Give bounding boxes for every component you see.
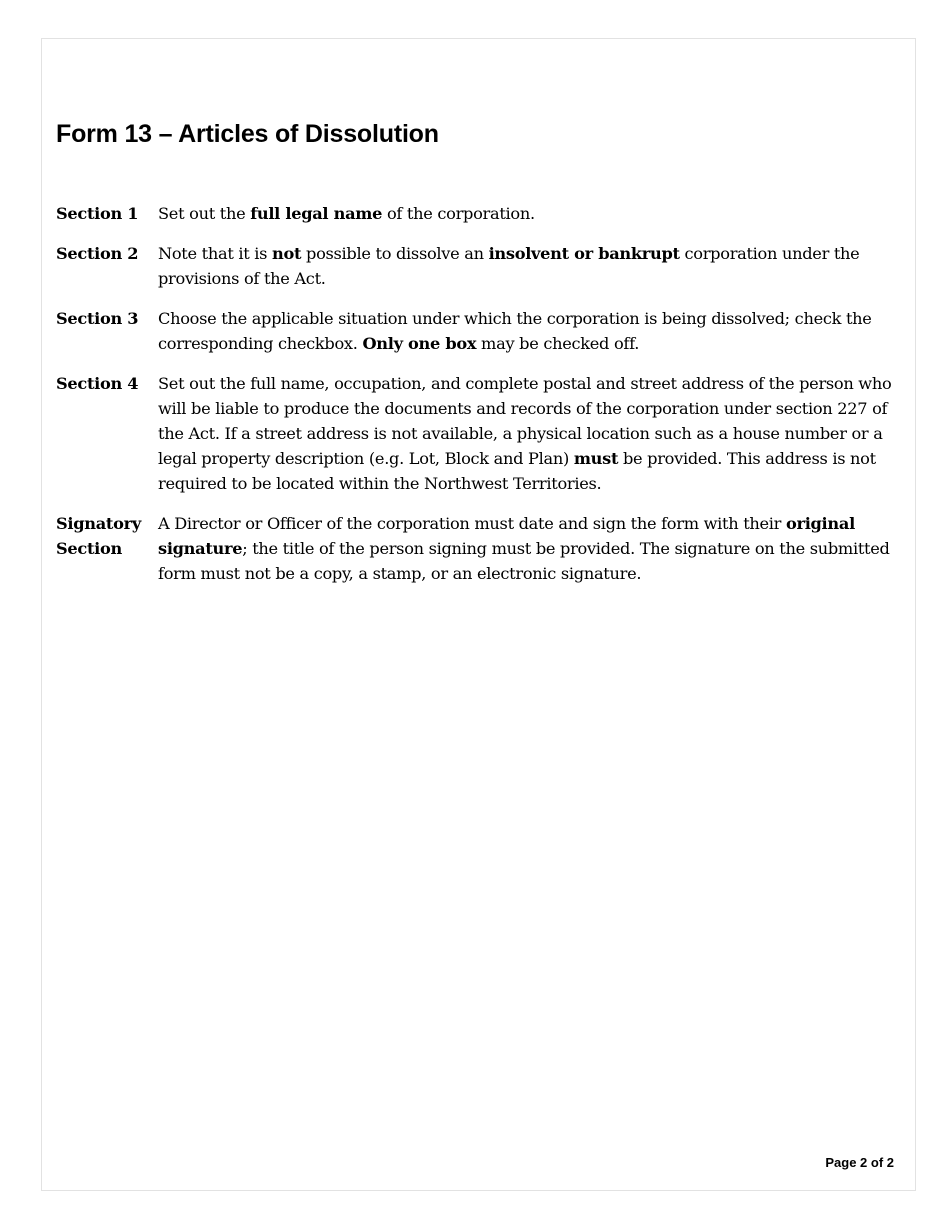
section-row (56, 201, 896, 226)
section-label: Signatory Section (56, 514, 141, 558)
text-run-bold: not (272, 244, 302, 263)
text-run-bold: full legal name (250, 204, 383, 223)
section-row (56, 306, 896, 356)
text-run: A Director or Officer of the corporation must date and sign the form with their (158, 514, 786, 533)
section-text (158, 201, 896, 226)
text-run: corporation under the provisions of the Act. (158, 244, 860, 288)
section-text (158, 306, 896, 356)
text-run-bold: original signature (158, 514, 855, 558)
text-run-bold: must (573, 449, 619, 468)
section-text (158, 371, 896, 496)
instructions-list (56, 201, 896, 601)
section-label: Section 3 (56, 309, 139, 328)
text-run: Set out the (158, 204, 251, 223)
text-run-bold: Only one box (362, 334, 477, 353)
page-number: Page 2 of 2 (825, 1155, 894, 1170)
section-row (56, 241, 896, 291)
text-run-bold: insolvent or bankrupt (488, 244, 680, 263)
text-run: may be checked off. (476, 334, 640, 353)
page-title: Form 13 – Articles of Dissolution (56, 120, 439, 148)
section-text (158, 511, 896, 586)
text-run: of the corporation. (382, 204, 535, 223)
text-run: Choose the applicable situation under which the corporation is being dissolved; check the corresponding checkbox. (158, 309, 872, 353)
text-run: ; the title of the person signing must be provided. The signature on the submitted form must not be a copy, a stamp, or an electronic signature. (158, 539, 890, 583)
section-row (56, 511, 896, 586)
text-run: Note that it is (158, 244, 273, 263)
section-label: Section 2 (56, 244, 139, 263)
section-label: Section 1 (56, 204, 139, 223)
text-run: Set out the full name, occupation, and complete postal and street address of the person who will be liable to produce the documents and records of the corporation under section 227 of the Act. If a street address is not available, a physical location such as a house number or a legal property description (e.g. Lot, Block and Plan) (158, 374, 892, 468)
text-run: be provided. This address is not required to be located within the Northwest Territories. (158, 449, 876, 493)
section-text (158, 241, 896, 291)
section-label: Section 4 (56, 374, 139, 393)
text-run: possible to dissolve an (301, 244, 489, 263)
section-row (56, 371, 896, 496)
